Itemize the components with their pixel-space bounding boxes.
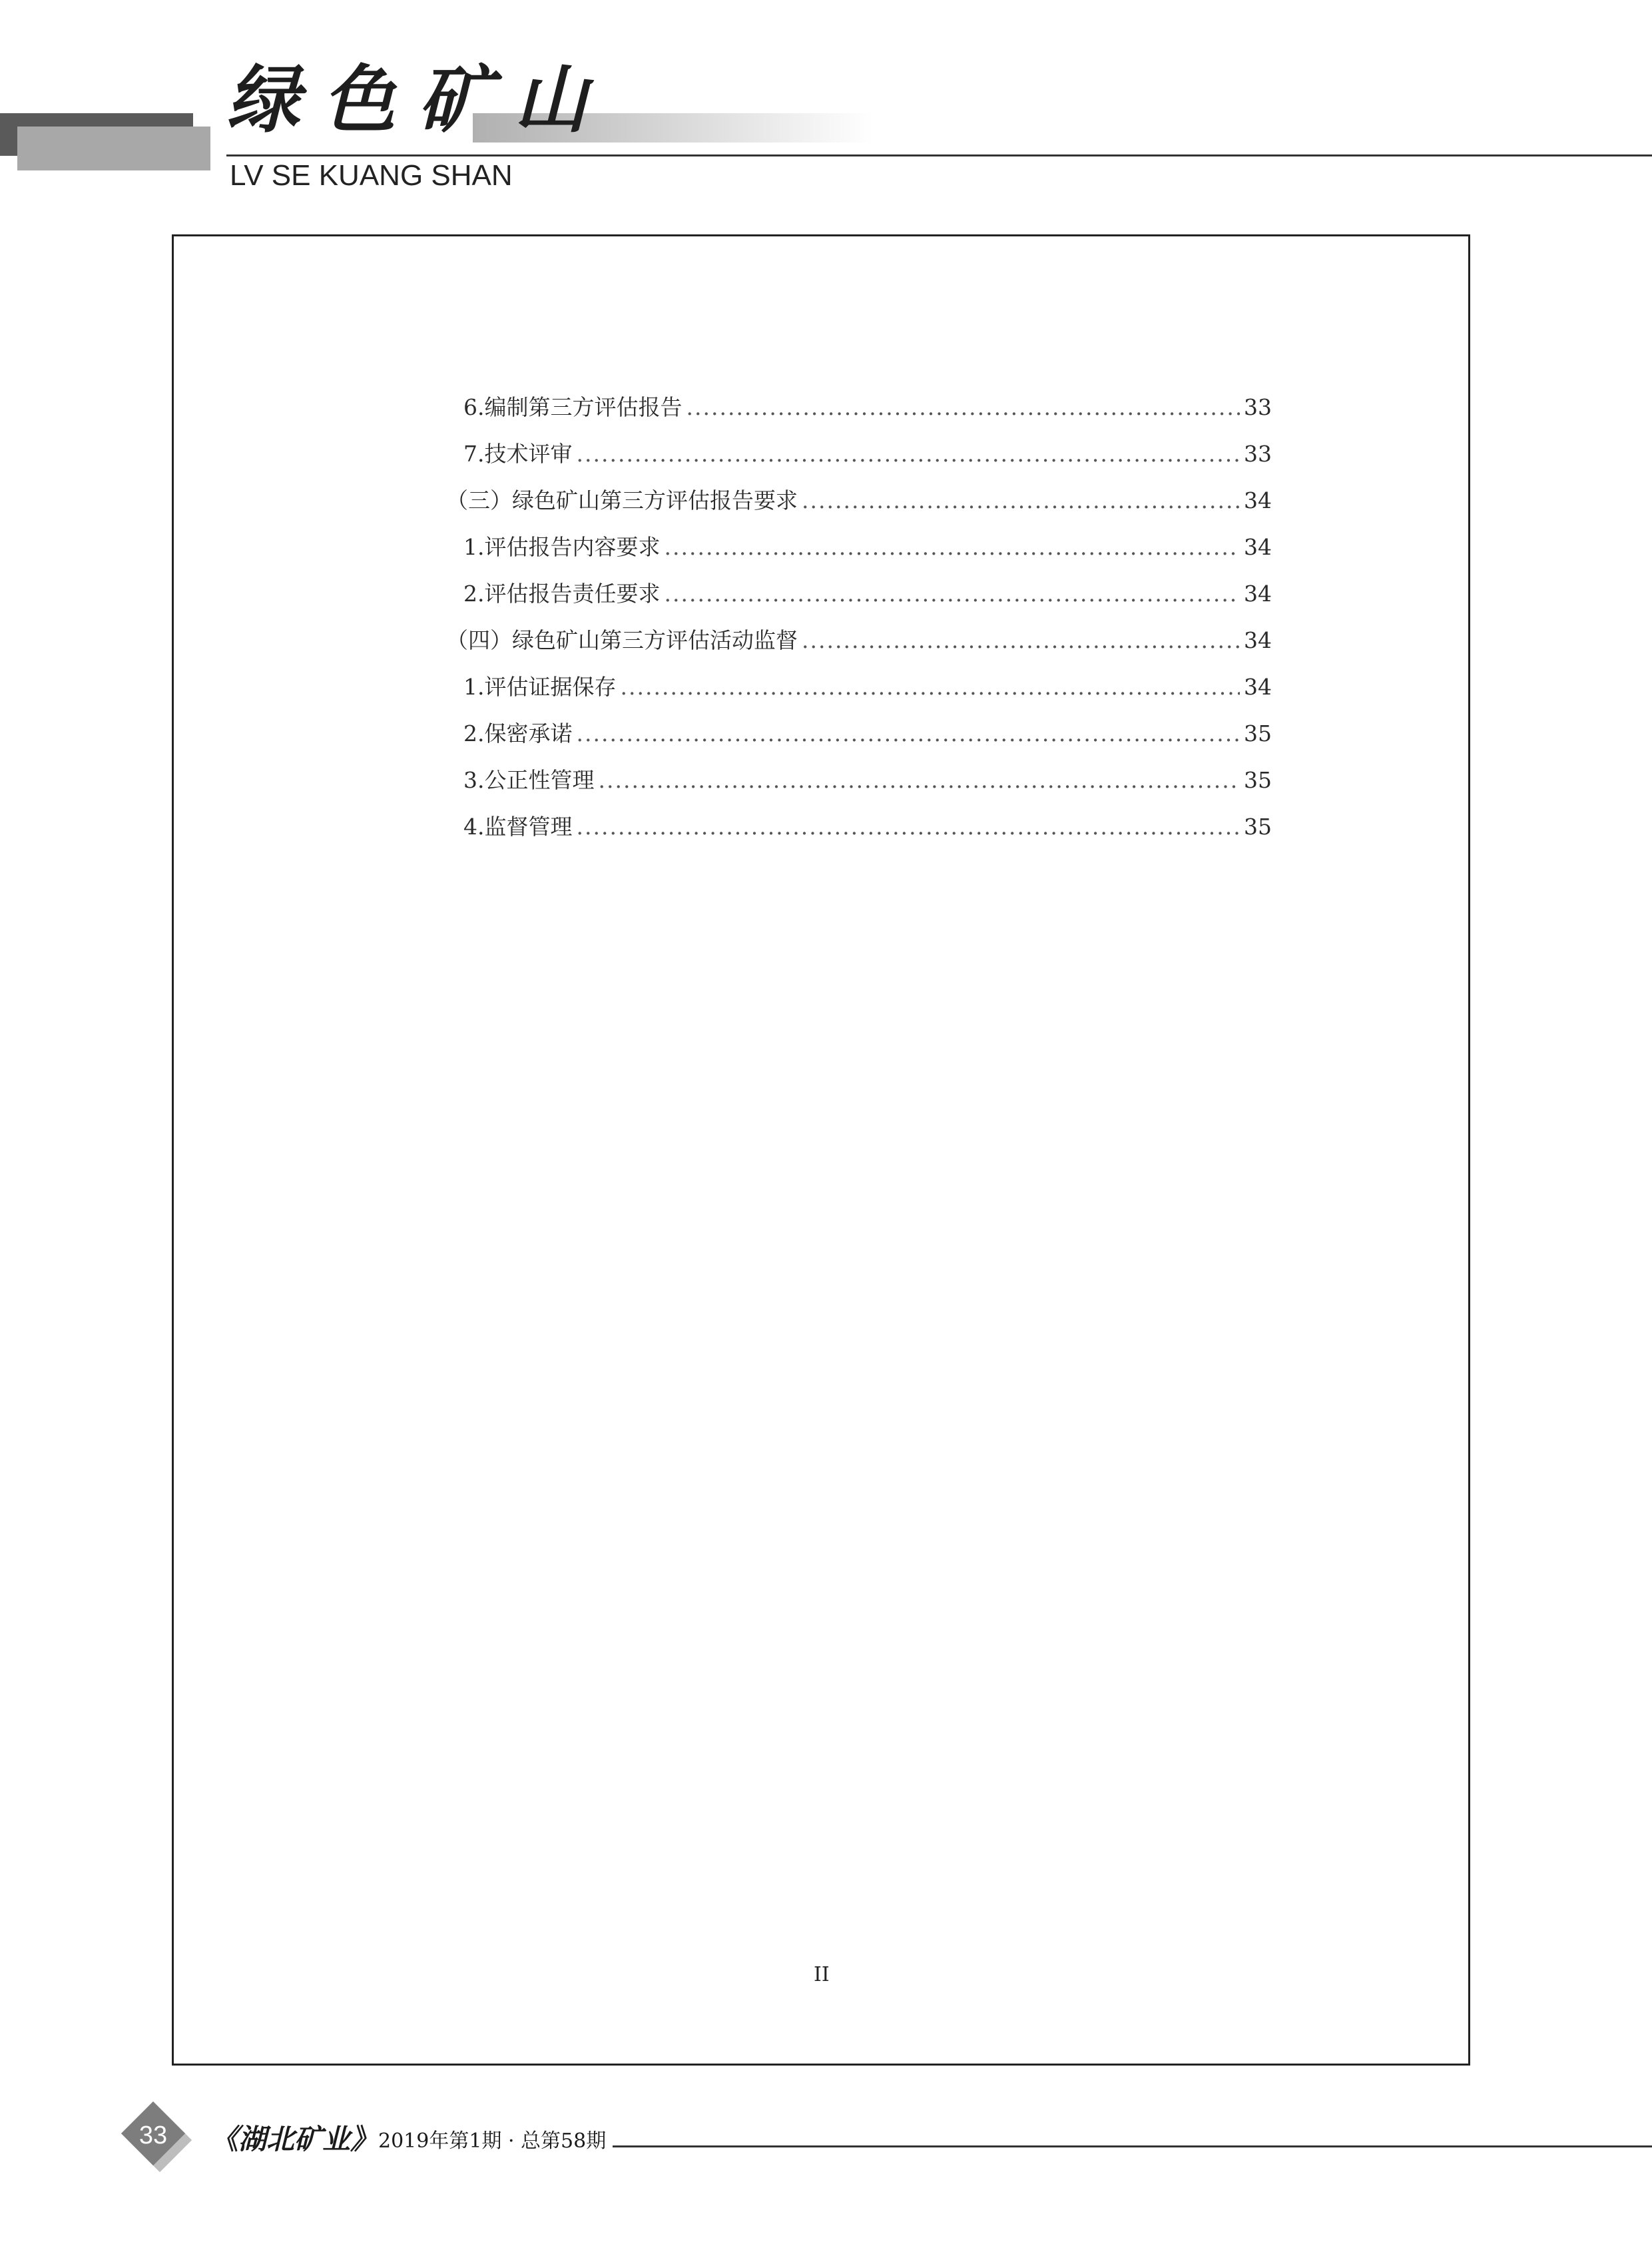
toc-entry[interactable] [446,670,1272,716]
toc-entry[interactable] [446,763,1272,810]
toc-entry-label: 2.评估报告责任要求 [463,581,661,607]
toc-entry[interactable] [446,577,1272,623]
toc-entry-page: 35 [1244,767,1272,793]
toc-leader-dots [577,720,1240,746]
column-subtitle: LV SE KUANG SHAN [230,159,513,192]
journal-name: 《湖北矿业》 [210,2123,379,2155]
toc-leader-dots [577,814,1240,840]
table-of-contents [446,390,1272,856]
toc-entry-label: 1.评估报告内容要求 [463,534,661,560]
toc-entry[interactable] [446,483,1272,530]
toc-entry-page: 34 [1244,674,1272,700]
footer-page-number: 33 [138,2121,168,2149]
toc-entry-page: 35 [1244,814,1272,840]
issue-info: 2019年第1期 · 总第58期 [378,2129,607,2153]
toc-entry-label: 1.评估证据保存 [463,674,617,700]
toc-leader-dots [802,627,1240,653]
toc-entry-label: （三）绿色矿山第三方评估报告要求 [446,487,798,513]
toc-leader-dots [665,534,1240,560]
header-rule [226,154,1652,156]
toc-entry-label: 4.监督管理 [463,814,573,840]
toc-leader-dots [802,487,1240,513]
toc-leader-dots [577,441,1240,467]
toc-entry-label: 3.公正性管理 [463,767,595,793]
toc-leader-dots [621,674,1240,700]
toc-entry-page: 35 [1244,720,1272,746]
toc-entry-page: 33 [1244,394,1272,420]
inner-page-number: II [814,1963,830,1986]
footer-rule [613,2145,1652,2147]
toc-leader-dots [599,767,1240,793]
toc-entry[interactable] [446,623,1272,670]
toc-entry-page: 34 [1244,627,1272,653]
toc-entry[interactable] [446,390,1272,437]
toc-leader-dots [687,394,1240,420]
toc-entry-label: 2.保密承诺 [463,720,573,746]
column-title: 绿色矿山 [226,57,610,142]
toc-entry[interactable] [446,437,1272,483]
toc-entry-label: 7.技术评审 [463,441,573,467]
toc-entry[interactable] [446,530,1272,577]
toc-entry[interactable] [446,716,1272,763]
toc-leader-dots [665,581,1240,607]
toc-entry-page: 34 [1244,487,1272,513]
header-decor-bar-light [17,127,210,170]
toc-entry-page: 34 [1244,534,1272,560]
toc-entry-page: 34 [1244,581,1272,607]
toc-entry[interactable] [446,810,1272,856]
toc-entry-page: 33 [1244,441,1272,467]
toc-entry-label: （四）绿色矿山第三方评估活动监督 [446,627,798,653]
toc-entry-label: 6.编制第三方评估报告 [463,394,683,420]
